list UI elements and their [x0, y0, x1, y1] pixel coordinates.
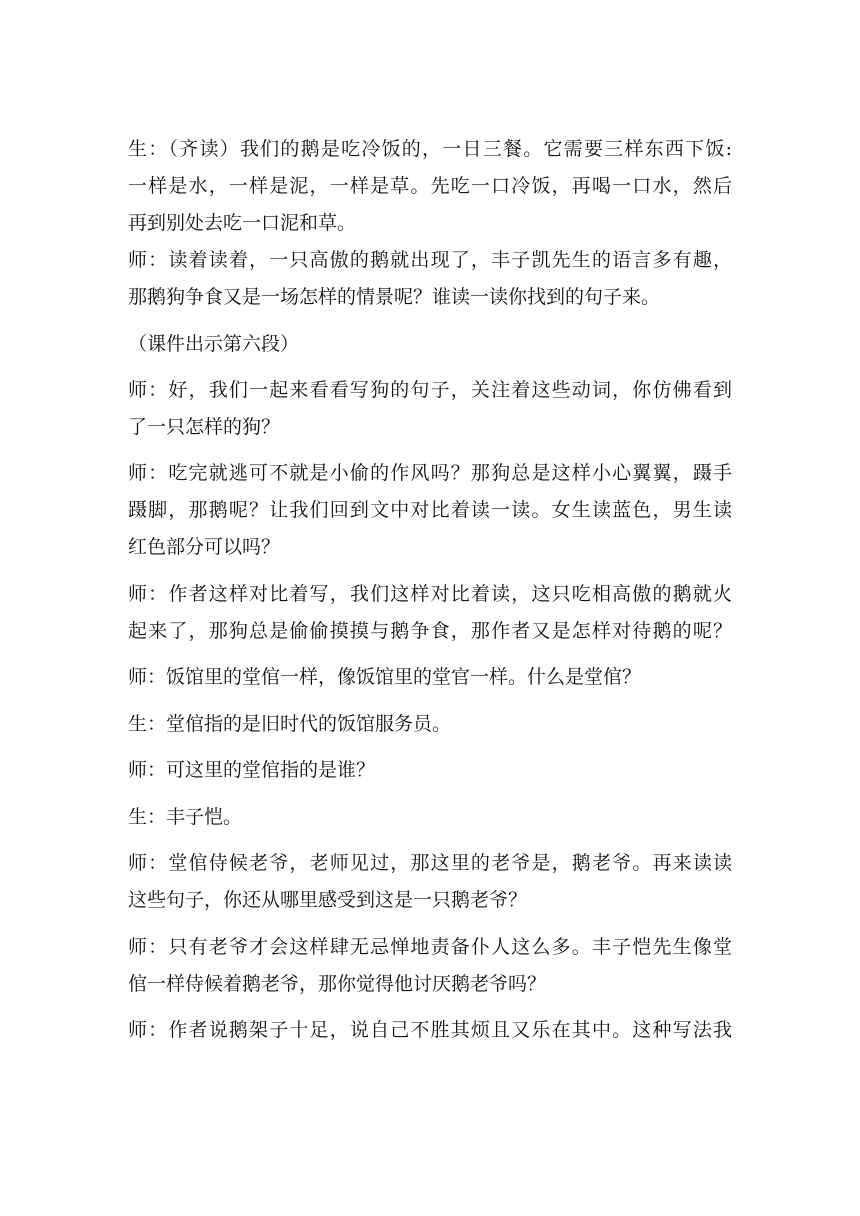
text-line: 师：作者说鹅架子十足，说自己不胜其烦且又乐在其中。这种写法我: [128, 1019, 732, 1041]
text-line: 那鹅狗争食又是一场怎样的情景呢？谁读一读你找到的句子来。: [128, 286, 661, 308]
text-line: 师：吃完就逃可不就是小偷的作风吗？那狗总是这样小心翼翼，蹑手: [128, 462, 732, 484]
text-line: 一样是水，一样是泥，一样是草。先吃一口冷饭，再喝一口水，然后: [128, 175, 732, 197]
text-line: 倌一样侍候着鹅老爷，那你觉得他讨厌鹅老爷吗？: [128, 973, 547, 995]
text-line: 这些句子，你还从哪里感受到这是一只鹅老爷？: [128, 889, 528, 911]
text-line: 生：（齐读）我们的鹅是吃冷饭的，一日三餐。它需要三样东西下饭:: [128, 138, 732, 160]
text-line: 了一只怎样的狗？: [128, 416, 281, 438]
text-line: 红色部分可以吗？: [128, 536, 281, 558]
text-line: 师：堂倌侍候老爷，老师见过，那这里的老爷是，鹅老爷。再来读读: [128, 852, 732, 874]
text-line: 生：丰子恺。: [128, 806, 243, 828]
text-line: 师：只有老爷才会这样肆无忌惮地责备仆人这么多。丰子恺先生像堂: [128, 936, 732, 958]
text-line: 蹑脚，那鹅呢？让我们回到文中对比着读一读。女生读蓝色，男生读: [128, 499, 732, 521]
text-line: 师：可这里的堂倌指的是谁？: [128, 759, 376, 781]
text-line: 起来了，那狗总是偷偷摸摸与鹅争食，那作者又是怎样对待鹅的呢？: [128, 620, 732, 642]
text-line: （课件出示第六段）: [128, 333, 300, 355]
text-line: 再到别处去吃一口泥和草。: [128, 212, 357, 234]
text-line: 师：好，我们一起来看看写狗的句子，关注着这些动词，你仿佛看到: [128, 379, 732, 401]
text-line: 生：堂倌指的是旧时代的饭馆服务员。: [128, 713, 452, 735]
text-line: 师：作者这样对比着写，我们这样对比着读，这只吃相高傲的鹅就火: [128, 583, 732, 605]
text-line: 师：读着读着，一只高傲的鹅就出现了，丰子凯先生的语言多有趣，: [128, 249, 732, 271]
text-line: 师：饭馆里的堂倌一样，像饭馆里的堂官一样。什么是堂倌？: [128, 666, 642, 688]
